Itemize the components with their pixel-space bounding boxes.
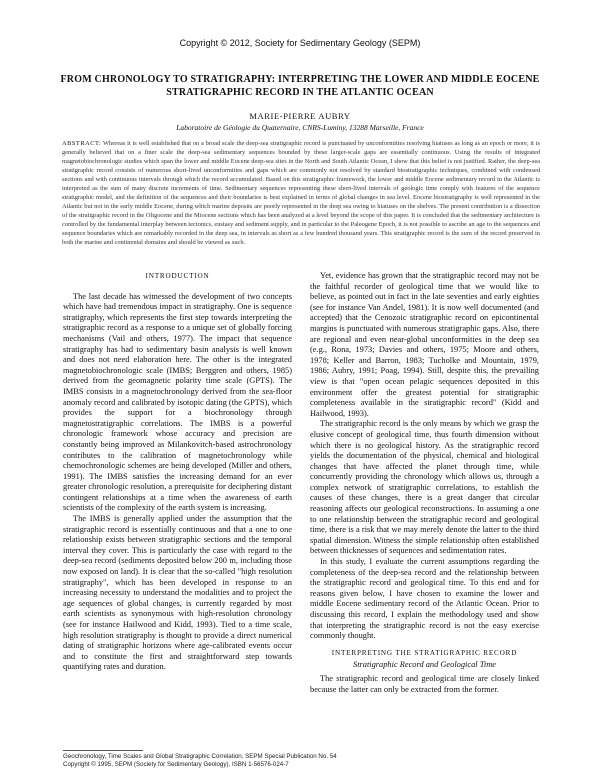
- subsection-heading: Stratigraphic Record and Geological Time: [353, 660, 496, 670]
- intro-paragraph-3: Yet, evidence has grown that the stratigraphic record may not be the faithful recorder of geological time that we would like to believe, as pointed out in fact in the late seventies and early eighties (see for instance Van Andel, 1981). It is now well documented (and accepted) that the Cenozoic stratigraphic record on epicontinental margins is punctuated with numerous stratigraphic gaps. Also, there are regional and even near-global unconformities in the deep sea (e.g., Rona, 1973; Davies and others, 1975; Moore and others, 1978; Keller and Barron, 1983; Tucholke and Mountain, 1979, 1986; Aubry, 1991; Poag, 1994). Still, despite this, the prevailing view is that "open ocean pelagic sequences deposited in this environment offer the greatest potential for stratigraphic completeness available in the stratigraphic record" (Kidd and Hailwood, 1993).: [310, 271, 539, 418]
- left-column: [63, 271, 292, 731]
- copyright-notice: Copyright © 2012, Society for Sedimentary Geology (SEPM): [179, 38, 421, 48]
- author-name: MARIE-PIERRE AUBRY: [249, 111, 351, 121]
- abstract-text: Whereas it is well established that on a broad scale the deep-sea stratigraphic record is punctuated by unconformities resolving hiatuses as long as an epoch or more, it is generally believed that on a finer scale the deep-sea sedimentary sequences bounded by these larger-scale gaps are essentially continuous. Using the results of integrated magnetobiochronologic studies which span the lower and middle Eocene deep-sea sites in the North and South Atlantic Ocean, I show that this belief is not justified. Rather, the deep-sea stratigraphic record consists of numerous short-lived unconformities and gaps which are commonly not resolved by standard biostratigraphic techniques, combined with condensed sections and with continuous intervals through which the record accumulated. Based on this stratigraphic framework, the lower and middle Eocene sedimentary record in the Atlantic is interpreted as the sum of many discrete increments of time. Sedimentary sequences representing these short-lived intervals of geologic time comply with features of the sequence stratigraphic model, and the definition of the sequences and their boundaries is best explained in terms of global changes in sea level. Eocene biostratigraphy is well represented in the Atlantic but not in the early middle Eocene, during which marine deposits are poorly represented in the deep sea owing to hiatuses on the shelves. The present contribution is a dissection of the stratigraphic record in the Oligocene and the Miocene sections which has been analyzed at a level beyond the scope of this paper. It is concluded that the sedimentary architecture is controlled by the fundamental interplay between tectonics, eustasy and sediment supply, and in particular to the Paleogene Epoch, it is not possible to ascribe an age to the sequences and sequence boundaries which are remarkably recorded in the deep sea, in intervals as short as a few hundred thousand years. This stratigraphic record is the sum of the record preserved in both the marine and continental domains and should be viewed as such.: [62, 140, 540, 246]
- paper-title: FROM CHRONOLOGY TO STRATIGRAPHY: INTERPRETING THE LOWER AND MIDDLE EOCENE STRATIGRAPHIC RECORD IN THE ATLANTIC OCEAN: [60, 74, 540, 98]
- footnote-line-1: Geochronology, Time Scales and Global Stratigraphic Correlation, SEPM Special Publication No. 54: [63, 753, 337, 760]
- intro-paragraph-5: In this study, I evaluate the current assumptions regarding the completeness of the deep-sea record and the relationship between the stratigraphic record and geological time. To this end and for reasons given below, I have chosen to examine the lower and middle Eocene sedimentary record of the Atlantic Ocean. Prior to discussing this record, I explain the methodology used and show that interpreting the stratigraphic record is not the easy exercise commonly thought.: [310, 557, 539, 641]
- author-affiliation: Laboratoire de Géologie du Quaternaire, CNRS-Luminy, 13288 Marseille, France: [176, 123, 424, 132]
- footnote-line-2: Copyright © 1995, SEPM (Society for Sedimentary Geology), ISBN 1-56576-024-7: [63, 761, 289, 768]
- intro-paragraph-2: The IMBS is generally applied under the assumption that the stratigraphic record is essentially continuous and that a one to one relationship exists between stratigraphic sections and the temporal interval they cover. This is particularly the case with regard to the deep-sea record (sediments deposited below 200 m, including those now exposed on land). It is clear that the so-called "high resolution stratigraphy", which has been developed in response to an increasing necessity to understand the modalities and to project the age sequences of global changes, is currently regarded by most earth scientists as synonymous with high-resolution chronology (see for instance Hailwood and Kidd, 1993). Tied to a time scale, high resolution stratigraphy is thought to provide a direct numerical dating of stratigraphic horizons where age-calibrated events occur and to constitute the first and straightforward step towards quantifying rates and duration.: [63, 514, 292, 672]
- footnote: [63, 753, 543, 769]
- intro-paragraph-1: The last decade has witnessed the development of two concepts which have had tremendous impact in stratigraphy. One is sequence stratigraphy, which represents the first step towards interpreting the stratigraphic record as a response to a unique set of globally forcing mechanisms (Vail and others, 1977). The impact that sequence stratigraphy has had to sedimentary basin analysis is well known and does not need elaboration here. The other is the integrated magnetobiochronologic scale (IMBS; Berggren and others, 1985) derived from the geomagnetic polarity time scale (GPTS). The IMBS consists in a magnetochronology derived from the sea-floor anomaly record and calibrated by isotopic dating (the GPTS), which provides the support for a biochronology through magnetostratigraphic correlations. The IMBS is a powerful chronologic framework whose accuracy and precision are constantly being improved as Milankovitch-based astrochronology contributes to the calibration of magnetochronology while chemochronologic schemes are being developed (Miller and others, 1991). The IMBS satisfies the increasing demand for an ever greater chronologic resolution, a prerequisite for deciphering distant contingent relationships at a time when the awareness of earth scientists of the complexity of the earth system is increasing.: [63, 291, 292, 513]
- right-column: [310, 271, 539, 736]
- abstract: [62, 139, 540, 251]
- introduction-heading: INTRODUCTION: [145, 272, 210, 280]
- intro-paragraph-4: The stratigraphic record is the only means by which we grasp the elusive concept of geological time, thus fourth dimension without which there is no geological history. As the stratigraphic record yields the documentation of the physical, chemical and biological changes that have affected the planet through time, while concurrently providing the chronology which allows us, through a complex network of stratigraphic correlations, to establish the causes of these changes, there is a great danger that circular reasoning affects our geological reconstructions. In assuming a one to one relationship between the stratigraphic record and geological time, there is a risk that we may merely denote the latter to the third spatial dimension. Witness the simple relationship often established between thicknesses of sequences and sedimentation rates.: [310, 419, 539, 556]
- footnote-rule: [63, 750, 143, 751]
- interpretation-heading: INTERPRETING THE STRATIGRAPHIC RECORD: [331, 648, 518, 657]
- subsection-paragraph: The stratigraphic record and geological time are closely linked because the latter can only be extracted from the former.: [310, 673, 539, 694]
- abstract-label: ABSTRACT:: [62, 140, 102, 147]
